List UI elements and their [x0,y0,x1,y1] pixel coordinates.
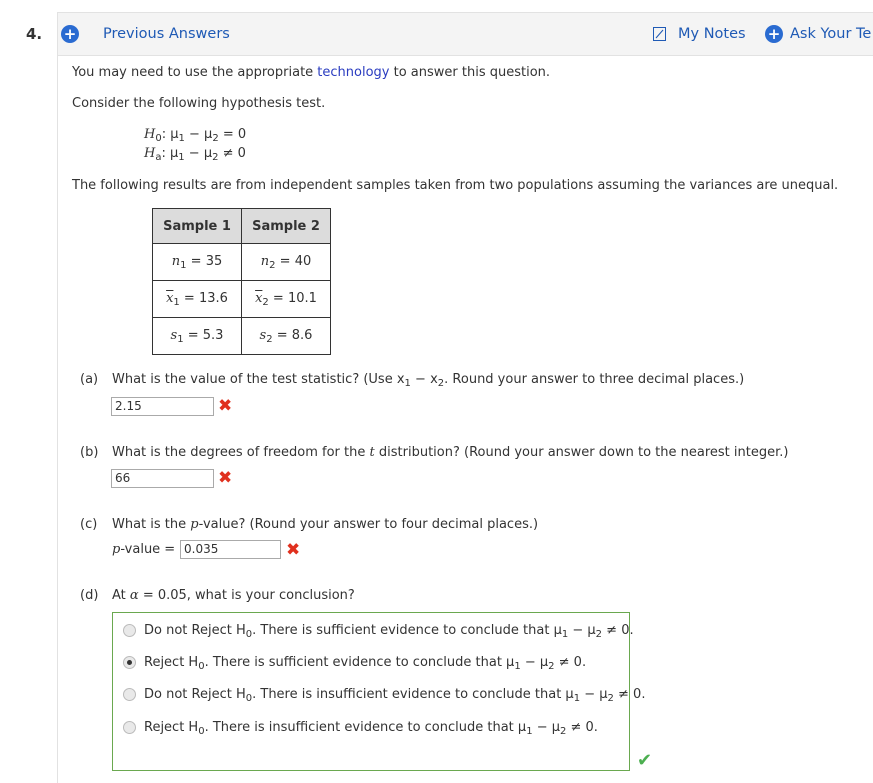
correct-check-icon: ✔ [637,750,653,771]
n1-cell: $n_1 = 35$ [153,244,242,281]
ask-teacher-plus-icon: + [765,25,783,43]
sample-table [152,208,331,355]
null-hypothesis: $H_0$: $\mu_1 - \mu_2 = 0$ [144,127,247,144]
degrees-freedom-input[interactable]: 66 [111,469,214,488]
question-content [57,56,873,783]
option-2-label[interactable]: Reject $H_0$. There is sufficient evidence to conclude that $\mu_1 - \mu_2 \ne 0$. [144,655,587,672]
s1-cell: $s_1 = 5.3$ [153,318,242,355]
radio-option-2-selected[interactable] [123,656,136,669]
table-header: Sample 1 [153,209,242,244]
previous-answers-link[interactable]: Previous Answers [103,26,230,42]
option-4-label[interactable]: Reject $H_0$. There is insufficient evidence to conclude that $\mu_1 - \mu_2 \ne 0$. [144,720,598,737]
part-b-label: (b) [80,445,99,460]
ask-teacher-link[interactable]: Ask Your Te [790,26,872,42]
conclusion-options [112,612,646,771]
table-header: Sample 2 [242,209,331,244]
alternative-hypothesis: $H_a$: $\mu_1 - \mu_2 \ne 0$ [144,146,246,163]
p-value-label: p-value = [112,542,176,557]
incorrect-x-icon: ✖ [218,468,233,488]
expand-plus-icon[interactable]: + [61,25,79,43]
question-number: 4. [26,25,43,43]
n2-cell: $n_2 = 40$ [242,244,331,281]
notes-icon [653,27,666,41]
incorrect-x-icon: ✖ [286,540,301,560]
part-a-question: What is the value of the test statistic? (Use $x_1 - x_2$. Round your answer to three decimal places.) [112,372,745,389]
option-3-label[interactable]: Do not Reject $H_0$. There is insufficient evidence to conclude that $\mu_1 - \mu_2 \ne 0$. [144,687,646,704]
part-d-question: At α = 0.05, what is your conclusion? [112,588,355,603]
s2-cell: $s_2 = 8.6$ [242,318,331,355]
radio-option-1[interactable] [123,624,136,637]
option-1-label[interactable]: Do not Reject $H_0$. There is sufficient evidence to conclude that $\mu_1 - \mu_2 \ne 0$. [144,623,634,640]
technology-note: You may need to use the appropriate technology to answer this question. [72,65,551,80]
part-b-question: What is the degrees of freedom for the t distribution? (Round your answer down to the nearest integer.) [112,445,789,460]
radio-option-3[interactable] [123,688,136,701]
part-c-label: (c) [80,517,98,532]
radio-option-4[interactable] [123,721,136,734]
hypothesis-intro: Consider the following hypothesis test. [72,96,326,111]
technology-link[interactable]: technology [317,65,390,80]
x1-cell: $\overline{x}_1 = 13.6$ [153,281,242,318]
part-a-label: (a) [80,372,99,387]
incorrect-x-icon: ✖ [218,396,233,416]
test-statistic-input[interactable]: 2.15 [111,397,214,416]
my-notes-link[interactable]: My Notes [678,26,746,42]
part-d-label: (d) [80,588,99,603]
part-c-question: What is the p-value? (Round your answer to four decimal places.) [112,517,539,532]
results-description: The following results are from independent samples taken from two populations assuming the variances are unequal. [72,178,839,193]
question-header [57,12,873,56]
x2-cell: $\overline{x}_2 = 10.1$ [242,281,331,318]
p-value-input[interactable]: 0.035 [180,540,281,559]
